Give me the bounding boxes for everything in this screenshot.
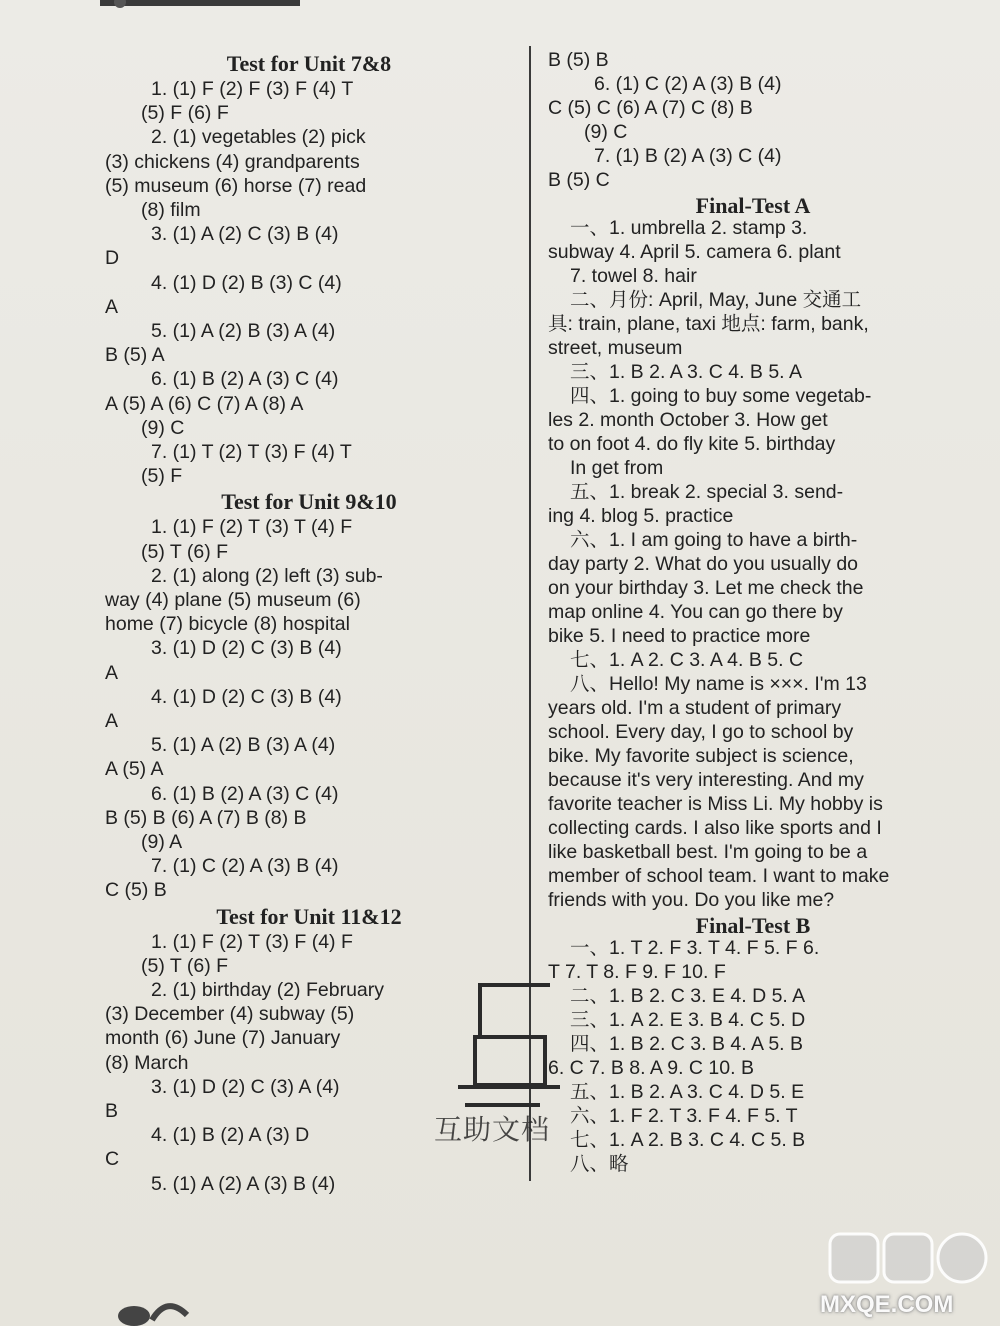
answer-line: 5. (1) A (2) B (3) A (4) bbox=[151, 320, 336, 342]
answer-line: 6. (1) B (2) A (3) C (4) bbox=[151, 782, 339, 805]
answer-line: 3. (1) D (2) C (3) A (4) bbox=[151, 1075, 340, 1098]
answer-line: friends with you. Do you like me? bbox=[548, 889, 835, 911]
answer-line: because it's very interesting. And my bbox=[548, 769, 864, 791]
section-heading: Test for Unit 11&12 bbox=[216, 903, 402, 929]
answer-line: 2. (1) along (2) left (3) sub- bbox=[151, 564, 383, 587]
answer-line: (3) December (4) subway (5) bbox=[105, 1003, 355, 1026]
answer-line: 7. (1) T (2) T (3) F (4) T bbox=[151, 441, 352, 463]
answer-line: way (4) plane (5) museum (6) bbox=[105, 589, 361, 611]
answer-line: month (6) June (7) January bbox=[105, 1027, 341, 1050]
answer-line: 7. (1) C (2) A (3) B (4) bbox=[151, 855, 339, 878]
answer-line: 八、Hello! My name is ×××. I'm 13 bbox=[570, 673, 867, 695]
section-heading: Test for Unit 9&10 bbox=[221, 489, 397, 515]
answer-line: 四、1. going to buy some vegetab- bbox=[570, 385, 872, 407]
answer-line: 3. (1) D (2) C (3) B (4) bbox=[151, 637, 342, 660]
answer-line: like basketball best. I'm going to be a bbox=[548, 841, 868, 863]
watermark-site-text: MXQE.COM bbox=[820, 1291, 954, 1318]
answer-line: 三、1. B 2. A 3. C 4. B 5. A bbox=[570, 361, 802, 383]
answer-line: B (5) B (6) A (7) B (8) B bbox=[105, 806, 307, 829]
answer-line: A bbox=[105, 661, 119, 684]
answer-line: 六、1. I am going to have a birth- bbox=[570, 529, 858, 551]
answer-line: (5) F (6) F bbox=[141, 102, 229, 125]
answer-line: D bbox=[105, 247, 120, 270]
answer-line: 4. (1) D (2) C (3) B (4) bbox=[151, 685, 342, 708]
answer-line: (9) C bbox=[141, 416, 185, 439]
answer-line: A (5) A (6) C (7) A (8) A bbox=[105, 392, 304, 415]
answer-line: T 7. T 8. F 9. F 10. F bbox=[548, 961, 726, 983]
answer-line: 4. (1) B (2) A (3) D bbox=[151, 1124, 310, 1147]
answer-line: In get from bbox=[570, 457, 664, 479]
answer-line: (8) film bbox=[141, 199, 201, 221]
answer-line: 五、1. B 2. A 3. C 4. D 5. E bbox=[570, 1081, 805, 1103]
answer-line: 7. towel 8. hair bbox=[570, 265, 697, 287]
watermark-text: 互助文档 bbox=[434, 1113, 551, 1146]
answer-line: (3) chickens (4) grandparents bbox=[105, 150, 360, 173]
publisher-logo-top bbox=[100, 0, 300, 8]
section-heading: Final-Test B bbox=[695, 913, 811, 938]
answer-line: 三、1. A 2. E 3. B 4. C 5. D bbox=[570, 1009, 806, 1031]
answer-line: 6. (1) C (2) A (3) B (4) bbox=[594, 73, 782, 95]
answer-line: B (5) A bbox=[105, 344, 165, 367]
answer-line: 具: train, plane, taxi 地点: farm, bank, bbox=[548, 313, 869, 335]
answer-line: 1. (1) F (2) F (3) F (4) T bbox=[151, 78, 354, 100]
section-heading: Test for Unit 7&8 bbox=[226, 51, 392, 76]
answer-line: C (5) B bbox=[105, 879, 167, 902]
answer-line: favorite teacher is Miss Li. My hobby is bbox=[548, 793, 883, 815]
answer-line: member of school team. I want to make bbox=[548, 865, 890, 887]
answer-line: 二、1. B 2. C 3. E 4. D 5. A bbox=[570, 985, 806, 1007]
answer-line: school. Every day, I go to school by bbox=[548, 721, 854, 743]
answer-line: C (5) C (6) A (7) C (8) B bbox=[548, 97, 753, 119]
answer-line: 5. (1) A (2) B (3) A (4) bbox=[151, 734, 336, 757]
answer-line: on your birthday 3. Let me check the bbox=[548, 577, 864, 599]
answer-line: 一、1. umbrella 2. stamp 3. bbox=[570, 217, 808, 239]
answer-line: bike 5. I need to practice more bbox=[548, 625, 811, 647]
answer-line: 6. (1) B (2) A (3) C (4) bbox=[151, 368, 339, 391]
answer-line: B bbox=[105, 1100, 119, 1122]
answer-line: bike. My favorite subject is science, bbox=[548, 745, 854, 767]
answer-line: (8) March bbox=[105, 1051, 189, 1074]
answer-line: (5) museum (6) horse (7) read bbox=[105, 174, 367, 197]
answer-line: les 2. month October 3. How get bbox=[548, 409, 828, 431]
answer-line: 四、1. B 2. C 3. B 4. A 5. B bbox=[570, 1033, 804, 1055]
answer-line: C bbox=[105, 1148, 120, 1171]
answer-line: 4. (1) D (2) B (3) C (4) bbox=[151, 271, 342, 294]
answer-line: B (5) C bbox=[548, 169, 610, 191]
answer-line: 八、略 bbox=[570, 1153, 629, 1175]
answer-line: 2. (1) vegetables (2) pick bbox=[151, 126, 366, 149]
answer-line: (5) F bbox=[141, 465, 183, 488]
answer-line: 6. C 7. B 8. A 9. C 10. B bbox=[548, 1057, 754, 1079]
answer-line: to on foot 4. do fly kite 5. birthday bbox=[548, 433, 836, 455]
answer-line: (5) T (6) F bbox=[141, 540, 229, 563]
answer-line: 5. (1) A (2) A (3) B (4) bbox=[151, 1172, 336, 1195]
answer-line: A (5) A bbox=[105, 758, 164, 781]
answer-line: ing 4. blog 5. practice bbox=[548, 505, 734, 527]
answer-line: subway 4. April 5. camera 6. plant bbox=[548, 241, 841, 263]
answer-line: years old. I'm a student of primary bbox=[548, 697, 842, 719]
answer-line: B (5) B bbox=[548, 49, 609, 71]
section-heading: Final-Test A bbox=[695, 193, 811, 218]
answer-line: 六、1. F 2. T 3. F 4. F 5. T bbox=[570, 1105, 798, 1127]
answer-line: 7. (1) B (2) A (3) C (4) bbox=[594, 145, 782, 167]
answer-line: map online 4. You can go there by bbox=[548, 601, 843, 623]
answer-line: (5) T (6) F bbox=[141, 954, 229, 977]
answer-line: (9) C bbox=[584, 121, 628, 143]
answer-line: A bbox=[105, 295, 119, 318]
answer-line: 二、月份: April, May, June 交通工 bbox=[570, 289, 862, 311]
answer-line: 一、1. T 2. F 3. T 4. F 5. F 6. bbox=[570, 937, 820, 959]
answer-line: collecting cards. I also like sports and I bbox=[548, 817, 882, 839]
answer-line: (9) A bbox=[141, 831, 183, 853]
answer-line: 1. (1) F (2) T (3) T (4) F bbox=[151, 516, 353, 539]
answer-line: 1. (1) F (2) T (3) F (4) F bbox=[151, 930, 353, 953]
answer-line: home (7) bicycle (8) hospital bbox=[105, 613, 350, 636]
answer-line: A bbox=[105, 710, 119, 732]
answer-line: 2. (1) birthday (2) February bbox=[151, 979, 385, 1001]
answer-line: street, museum bbox=[548, 337, 683, 359]
publisher-logo-bottom bbox=[112, 1290, 192, 1326]
answer-line: 七、1. A 2. B 3. C 4. C 5. B bbox=[570, 1129, 806, 1151]
answer-line: 五、1. break 2. special 3. send- bbox=[570, 481, 844, 503]
answer-line: 七、1. A 2. C 3. A 4. B 5. C bbox=[570, 649, 804, 671]
answer-line: 3. (1) A (2) C (3) B (4) bbox=[151, 223, 339, 246]
answer-line: day party 2. What do you usually do bbox=[548, 553, 859, 575]
